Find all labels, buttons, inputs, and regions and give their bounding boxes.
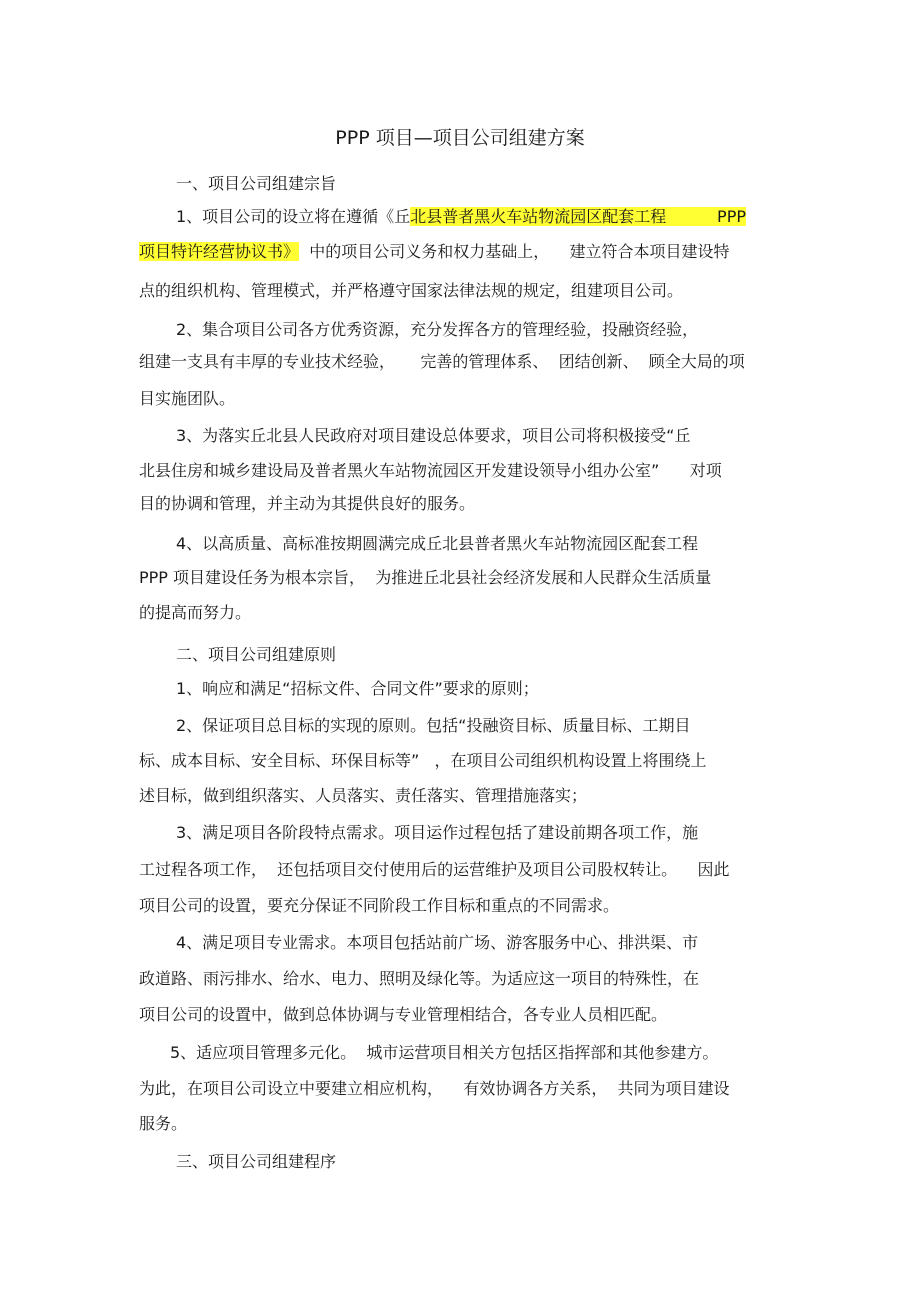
body-line [176,643,336,667]
line-text: 工过程各项工作， 还包括项目交付使用后的运营维护及项目公司股权转让。 因此 [139,860,730,879]
body-line [176,318,698,342]
line-text: 3、满足项目各阶段特点需求。项目运作过程包括了建设前期各项工作，施 [176,823,699,842]
line-text: 二、项目公司组建原则 [176,645,337,664]
body-line [176,1150,336,1174]
body-line [139,967,699,991]
body-line [139,1077,730,1101]
body-line [139,240,730,264]
body-line [139,1112,187,1136]
line-text: 3、为落实丘北县人民政府对项目建设总体要求，项目公司将积极接受“丘 [176,426,691,445]
line-text: 目实施团队。 [139,389,236,408]
body-line [139,279,683,303]
line-text: 一、项目公司组建宗旨 [176,174,337,193]
line-text: 服务。 [139,1114,188,1133]
highlighted-text: 北县普者黑火车站物流园区配套工程 PPP [410,207,746,226]
line-text: 项目公司的设置中，做到总体协调与专业管理相结合，各专业人员相匹配。 [139,1005,668,1024]
line-text: 2、保证项目总目标的实现的原则。包括“投融资目标、质量目标、工期目 [176,716,691,735]
line-text: 4、满足项目专业需求。本项目包括站前广场、游客服务中心、排洪渠、市 [176,933,699,952]
body-line [139,350,745,374]
body-line [176,821,698,845]
line-text: 北县住房和城乡建设局及普者黑火车站物流园区开发建设领导小组办公室” 对项 [139,461,722,480]
highlighted-text: 项目特许经营协议书》 [139,242,300,261]
line-text: 5、适应项目管理多元化。 城市运营项目相关方包括区指挥部和其他参建方。 [170,1043,719,1062]
line-text: 的提高而努力。 [139,603,252,622]
line-text: 为此，在项目公司设立中要建立相应机构， 有效协调各方关系， 共同为项目建设 [139,1079,730,1098]
body-line [139,1003,667,1027]
line-text: 1、响应和满足“招标文件、合同文件”要求的原则； [176,679,539,698]
line-text: 项目公司的设置，要充分保证不同阶段工作目标和重点的不同需求。 [139,896,620,915]
body-line [139,784,587,808]
line-text: 中的项目公司义务和权力基础上， 建立符合本项目建设特 [299,242,730,261]
body-line [139,566,711,590]
body-line [176,205,746,229]
body-line [176,424,690,448]
body-line [139,387,235,411]
body-line [176,931,698,955]
body-line [139,894,619,918]
line-text: 述目标，做到组织落实、人员落实、责任落实、管理措施落实； [139,786,588,805]
line-text: 标、成本目标、安全目标、环保目标等” ，在项目公司组织机构设置上将围绕上 [139,751,707,770]
line-text: 点的组织机构、管理模式，并严格遵守国家法律法规的规定，组建项目公司。 [139,281,684,300]
body-line [139,459,722,483]
body-line [139,749,707,773]
line-text: 4、以高质量、高标准按期圆满完成丘北县普者黑火车站物流园区配套工程 [176,534,699,553]
body-line [170,1041,718,1065]
body-line [139,601,251,625]
line-text: 2、集合项目公司各方优秀资源，充分发挥各方的管理经验，投融资经验， [176,320,699,339]
line-text: 1、项目公司的设立将在遵循《丘 [176,207,411,226]
body-line [139,858,730,882]
body-line [176,172,336,196]
body-line [176,714,690,738]
document-title: PPP 项目—项目公司组建方案 [335,127,585,149]
body-line [139,492,475,516]
line-text: 政道路、雨污排水、给水、电力、照明及绿化等。为适应这一项目的特殊性，在 [139,969,700,988]
body-line [176,677,539,701]
line-text: PPP 项目建设任务为根本宗旨， 为推进丘北县社会经济发展和人民群众生活质量 [139,568,712,587]
line-text: 三、项目公司组建程序 [176,1152,337,1171]
body-line [176,532,698,556]
line-text: 目的协调和管理，并主动为其提供良好的服务。 [139,494,476,513]
line-text: 组建一支具有丰厚的专业技术经验， 完善的管理体系、 团结创新、 顾全大局的项 [139,352,745,371]
